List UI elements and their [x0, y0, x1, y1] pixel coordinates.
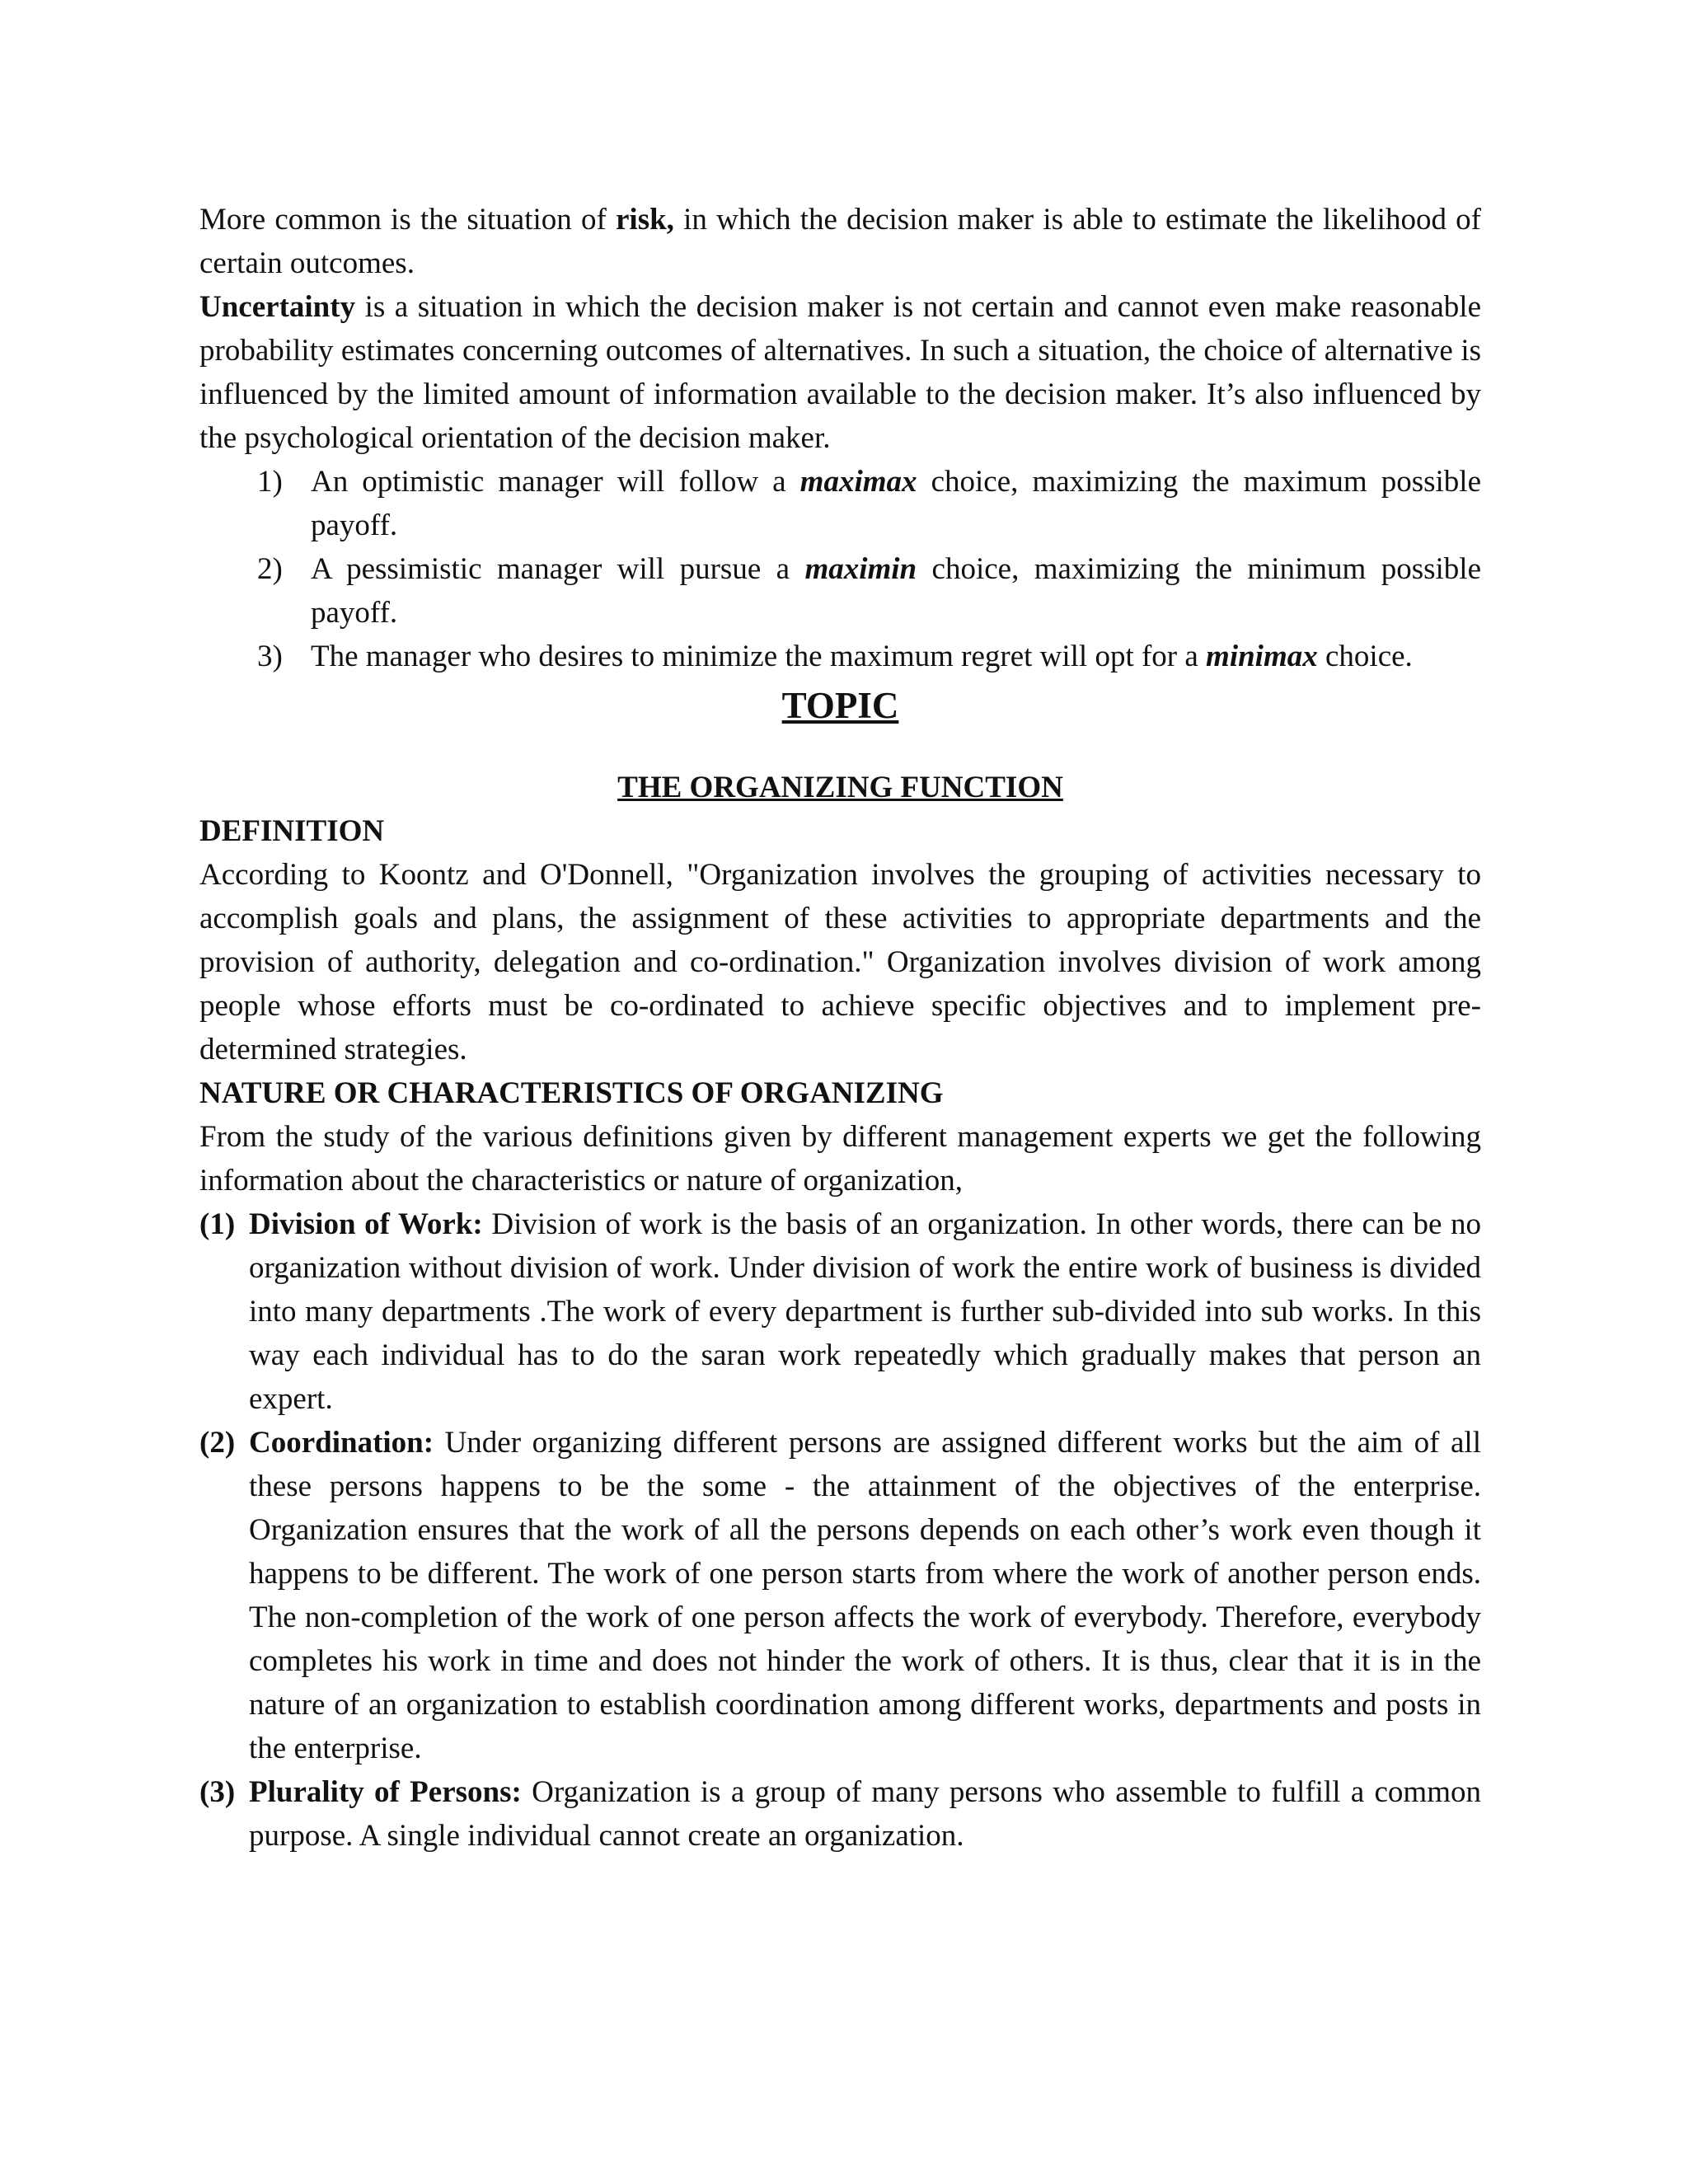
risk-paragraph	[199, 198, 1481, 285]
choice-term: minimax	[1206, 640, 1318, 673]
choice-term: maximax	[799, 465, 917, 499]
list-text: A pessimistic manager will pursue a	[311, 552, 805, 586]
section-title: THE ORGANIZING FUNCTION	[617, 771, 1063, 804]
choice-term: maximin	[804, 552, 917, 586]
nature-intro-paragraph: From the study of the various definitions given by different management experts we get the following information about the characteristics or nature of organization,	[199, 1120, 1481, 1197]
item-title: Coordination:	[249, 1426, 434, 1460]
list-item	[199, 460, 1481, 547]
list-number: 3)	[257, 640, 283, 673]
definition-heading: DEFINITION	[199, 814, 385, 848]
document-page	[199, 198, 1481, 1858]
uncertainty-text: is a situation in which the decision maker is not certain and cannot even make reasonable probability estimates concerning outcomes of alternatives. In such a situation, the choice of alternative is influenced by the limited amount of information available to the decision maker. It’s also influenced by the psychological orientation of the decision maker.	[199, 290, 1481, 455]
uncertainty-paragraph	[199, 285, 1481, 460]
list-number: (2)	[199, 1426, 236, 1460]
list-text: An optimistic manager will follow a	[311, 465, 800, 499]
list-number: 1)	[257, 465, 283, 499]
topic-heading: TOPIC	[781, 685, 899, 726]
item-text: Under organizing different persons are assigned different works but the aim of all these persons happens to be the some - the attainment of the objectives of the enterprise. Organization ensures that the work of all the persons depends on each other’s work even though it happens to be different. The work of one person starts from where the work of another person ends. The non-completion of the work of one person affects the work of everybody. Therefore, everybody completes his work in time and does not hinder the work of others. It is thus, clear that it is in the nature of an organization to establish coordination among different works, departments and posts in the enterprise.	[249, 1426, 1481, 1765]
list-item	[199, 1421, 1481, 1770]
risk-text-pre: More common is the situation of	[199, 203, 616, 237]
list-number: (1)	[199, 1207, 236, 1241]
decision-choice-list	[199, 460, 1481, 678]
item-title: Plurality of Persons:	[249, 1775, 522, 1809]
characteristics-list	[199, 1202, 1481, 1858]
risk-term: risk,	[616, 203, 674, 237]
list-number: (3)	[199, 1775, 236, 1809]
list-number: 2)	[257, 552, 283, 586]
list-item	[199, 1770, 1481, 1858]
list-item	[199, 547, 1481, 635]
list-item	[199, 635, 1481, 678]
item-title: Division of Work:	[249, 1207, 483, 1241]
list-text: choice.	[1317, 640, 1413, 673]
definition-paragraph: According to Koontz and O'Donnell, "Organization involves the grouping of activities necessary to accomplish goals and plans, the assignment of these activities to appropriate departments and the provision of authority, delegation and co-ordination." Organization involves division of work among people whose efforts must be co-ordinated to achieve specific objectives and to implement pre-determined strategies.	[199, 858, 1481, 1066]
nature-heading: NATURE OR CHARACTERISTICS OF ORGANIZING	[199, 1076, 944, 1110]
uncertainty-term: Uncertainty	[199, 290, 356, 324]
list-text: choice, maximizing the minimum possible payoff.	[311, 552, 1481, 630]
item-text: Division of work is the basis of an organization. In other words, there can be no organization without division of work. Under division of work the entire work of business is divided into many departments .The work of every department is further sub-divided into sub works. In this way each individual has to do the saran work repeatedly which gradually makes that person an expert.	[249, 1207, 1482, 1416]
list-text: choice, maximizing the maximum possible payoff.	[311, 465, 1481, 542]
list-item	[199, 1202, 1481, 1421]
list-text: The manager who desires to minimize the maximum regret will opt for a	[311, 640, 1207, 673]
risk-text-post: in which the decision maker is able to estimate the likelihood of certain outcomes.	[199, 203, 1481, 280]
item-text: Organization is a group of many persons who assemble to fulfill a common purpose. A single individual cannot create an organization.	[249, 1775, 1481, 1853]
